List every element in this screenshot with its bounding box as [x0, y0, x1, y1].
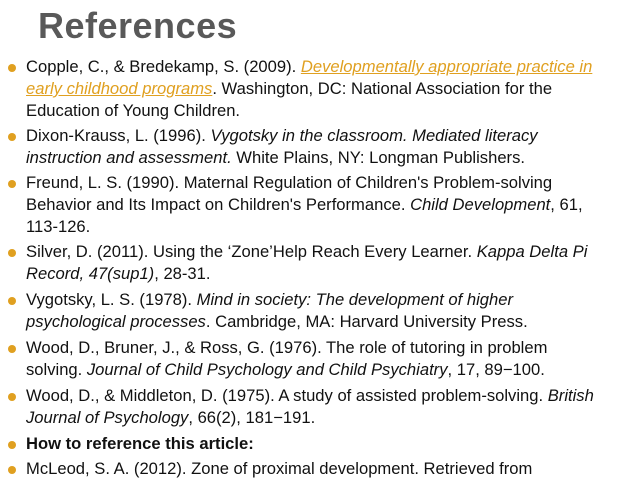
reference-line: instruction and assessment. White Plains, NY: Longman Publishers.: [26, 148, 525, 167]
bullet-icon: [8, 249, 16, 257]
bullet-icon: [8, 345, 16, 353]
reference-line: Behavior and Its Impact on Children's Performance. Child Development, 61,: [26, 195, 583, 214]
bullet-icon: [8, 64, 16, 72]
slide-title: References: [38, 5, 238, 46]
reference-line: Record, 47(sup1), 28-31.: [26, 264, 211, 283]
reference-line: psychological processes. Cambridge, MA: Harvard University Press.: [26, 312, 528, 331]
reference-line: Silver, D. (2011). Using the ‘Zone’Help Reach Every Learner. Kappa Delta Pi: [26, 242, 588, 261]
reference-line: Wood, D., & Middleton, D. (1975). A study of assisted problem-solving. British: [26, 386, 594, 405]
bullet-icon: [8, 180, 16, 188]
reference-line: Journal of Psychology, 66(2), 181−191.: [26, 408, 316, 427]
bullet-icon: [8, 297, 16, 305]
reference-line: 113-126.: [26, 217, 91, 236]
reference-link[interactable]: Developmentally appropriate practice in: [300, 57, 593, 76]
bullet-icon: [8, 466, 16, 474]
reference-line: Copple, C., & Bredekamp, S. (2009). Developmentally appropriate practice in: [26, 57, 593, 76]
bullet-icon: [8, 393, 16, 401]
reference-line: Dixon-Krauss, L. (1996). Vygotsky in the classroom. Mediated literacy: [26, 126, 538, 145]
reference-line: McLeod, S. A. (2012). Zone of proximal development. Retrieved from: [26, 459, 533, 478]
reference-line: solving. Journal of Child Psychology and Child Psychiatry, 17, 89−100.: [26, 360, 545, 379]
reference-heading: How to reference this article:: [26, 434, 254, 453]
reference-line: Freund, L. S. (1990). Maternal Regulation of Children's Problem-solving: [26, 173, 553, 192]
reference-line: Vygotsky, L. S. (1978). Mind in society: The development of higher: [26, 290, 514, 309]
bullet-icon: [8, 441, 16, 449]
reference-line: Education of Young Children.: [26, 101, 241, 120]
reference-line: early childhood programs. Washington, DC: National Association for the: [26, 79, 553, 98]
reference-link[interactable]: early childhood programs: [26, 79, 213, 98]
bullet-icon: [8, 133, 16, 141]
reference-line: Wood, D., Bruner, J., & Ross, G. (1976). The role of tutoring in problem: [26, 338, 548, 357]
